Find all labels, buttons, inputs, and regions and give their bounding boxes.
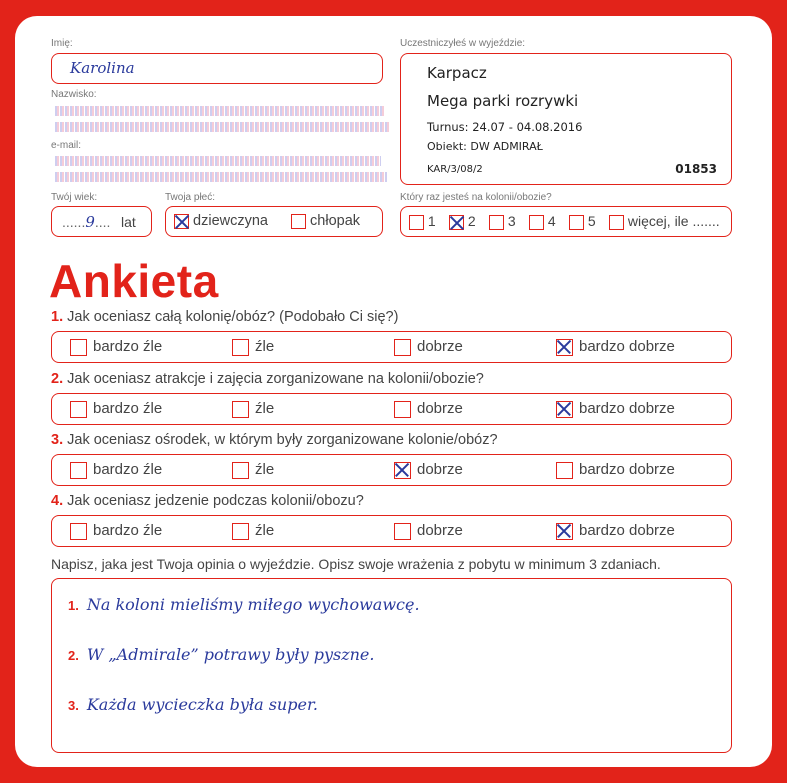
q3-opt2-label: źle xyxy=(255,461,275,478)
opinion-line-1: 1. Na koloni mieliśmy miłego wychowawcę. xyxy=(68,595,420,614)
q4-opt4-label: bardzo dobrze xyxy=(579,522,675,539)
times-5-label: 5 xyxy=(587,213,596,229)
q2-opt3-label: dobrze xyxy=(417,400,463,417)
q2-opt1-checkbox[interactable] xyxy=(70,401,87,418)
question-2-options xyxy=(51,393,732,425)
which-time-field xyxy=(400,206,732,237)
q4-opt2-label: źle xyxy=(255,522,275,539)
trip-code: KAR/3/08/2 xyxy=(427,164,483,175)
gender-label: Twoja płeć: xyxy=(165,192,216,203)
times-1-label: 1 xyxy=(427,213,436,229)
age-field[interactable]: ......9.... lat xyxy=(51,206,152,237)
q2-opt2-checkbox[interactable] xyxy=(232,401,249,418)
trip-object: Obiekt: DW ADMIRAŁ xyxy=(427,140,543,153)
redacted-email-2 xyxy=(55,172,387,182)
q3-opt3-checkbox[interactable] xyxy=(394,462,411,479)
q3-opt3-label: dobrze xyxy=(417,461,463,478)
question-3-options xyxy=(51,454,732,486)
trip-label: Uczestniczyłeś w wyjeździe: xyxy=(400,38,526,49)
q3-opt4-label: bardzo dobrze xyxy=(579,461,675,478)
question-2: 2. Jak oceniasz atrakcje i zajęcia zorganizowane na kolonii/obozie? xyxy=(51,371,484,387)
q1-opt1-label: bardzo źle xyxy=(93,338,163,355)
times-1-checkbox[interactable] xyxy=(409,215,424,230)
age-label: Twój wiek: xyxy=(51,192,98,203)
q2-opt4-label: bardzo dobrze xyxy=(579,400,675,417)
email-label: e-mail: xyxy=(51,140,82,151)
q3-opt2-checkbox[interactable] xyxy=(232,462,249,479)
opinion-prompt: Napisz, jaka jest Twoja opinia o wyjeździe. Opisz swoje wrażenia z pobytu w minimum 3 zdaniach. xyxy=(51,556,661,572)
q3-opt4-checkbox[interactable] xyxy=(556,462,573,479)
question-4-options xyxy=(51,515,732,547)
q4-opt3-label: dobrze xyxy=(417,522,463,539)
which-time-label: Który raz jesteś na kolonii/obozie? xyxy=(400,192,552,203)
opinion-textarea[interactable] xyxy=(51,578,732,753)
q1-opt4-checkbox[interactable] xyxy=(556,339,573,356)
survey-form xyxy=(15,16,772,767)
q3-opt1-label: bardzo źle xyxy=(93,461,163,478)
gender-boy-checkbox[interactable] xyxy=(291,214,306,229)
times-2-label: 2 xyxy=(467,213,476,229)
q2-opt4-checkbox[interactable] xyxy=(556,401,573,418)
trip-number: 01853 xyxy=(675,162,717,176)
opinion-line-3: 3. Każda wycieczka była super. xyxy=(68,695,318,714)
name-value: Karolina xyxy=(70,59,135,77)
age-value: 9 xyxy=(85,213,95,231)
times-2-checkbox[interactable] xyxy=(449,215,464,230)
times-3-label: 3 xyxy=(507,213,516,229)
times-4-checkbox[interactable] xyxy=(529,215,544,230)
q2-opt2-label: źle xyxy=(255,400,275,417)
q4-opt1-label: bardzo źle xyxy=(93,522,163,539)
trip-city: Karpacz xyxy=(427,64,487,82)
redacted-email xyxy=(55,156,381,166)
redacted-surname-2 xyxy=(55,122,389,132)
q4-opt4-checkbox[interactable] xyxy=(556,523,573,540)
q1-opt3-checkbox[interactable] xyxy=(394,339,411,356)
redacted-surname xyxy=(55,106,385,116)
question-1-options xyxy=(51,331,732,363)
name-label: Imię: xyxy=(51,38,73,49)
q1-opt2-label: źle xyxy=(255,338,275,355)
q1-opt1-checkbox[interactable] xyxy=(70,339,87,356)
q3-opt1-checkbox[interactable] xyxy=(70,462,87,479)
times-3-checkbox[interactable] xyxy=(489,215,504,230)
q1-opt2-checkbox[interactable] xyxy=(232,339,249,356)
q4-opt1-checkbox[interactable] xyxy=(70,523,87,540)
times-5-checkbox[interactable] xyxy=(569,215,584,230)
q4-opt2-checkbox[interactable] xyxy=(232,523,249,540)
q1-opt3-label: dobrze xyxy=(417,338,463,355)
times-more-label: więcej, ile ....... xyxy=(627,213,720,229)
survey-title: Ankieta xyxy=(49,255,219,307)
opinion-line-2: 2. W „Admirale” potrawy były pyszne. xyxy=(68,645,375,664)
name-field[interactable] xyxy=(51,53,383,84)
times-more-checkbox[interactable] xyxy=(609,215,624,230)
times-4-label: 4 xyxy=(547,213,556,229)
question-1: 1. Jak oceniasz całą kolonię/obóz? (Podobało Ci się?) xyxy=(51,309,399,325)
q2-opt1-label: bardzo źle xyxy=(93,400,163,417)
gender-boy-label: chłopak xyxy=(310,213,361,229)
trip-title: Mega parki rozrywki xyxy=(427,92,579,110)
q1-opt4-label: bardzo dobrze xyxy=(579,338,675,355)
gender-field xyxy=(165,206,383,237)
trip-turnus: Turnus: 24.07 - 04.08.2016 xyxy=(427,120,583,134)
q2-opt3-checkbox[interactable] xyxy=(394,401,411,418)
q4-opt3-checkbox[interactable] xyxy=(394,523,411,540)
gender-girl-label: dziewczyna xyxy=(193,213,268,229)
question-3: 3. Jak oceniasz ośrodek, w którym były zorganizowane kolonie/obóz? xyxy=(51,432,498,448)
age-unit: lat xyxy=(121,214,136,230)
question-4: 4. Jak oceniasz jedzenie podczas kolonii/obozu? xyxy=(51,493,364,509)
gender-girl-checkbox[interactable] xyxy=(174,214,189,229)
trip-box xyxy=(400,53,732,185)
surname-label: Nazwisko: xyxy=(51,89,97,100)
